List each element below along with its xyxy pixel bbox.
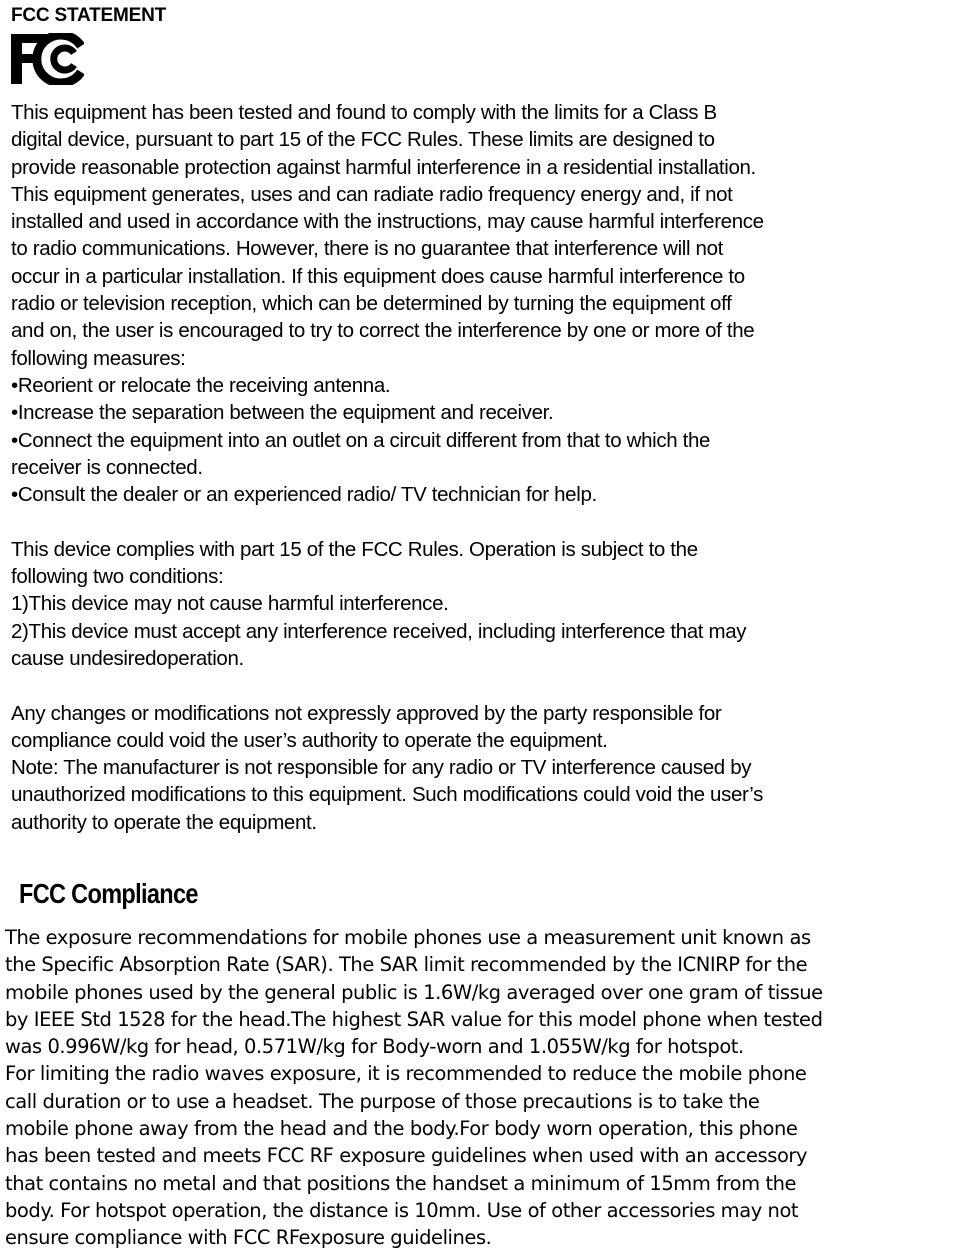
- text-line: following two conditions:: [11, 565, 224, 589]
- text-line: For limiting the radio waves exposure, it is recommended to reduce the mobile phone: [5, 1062, 807, 1086]
- text-line: receiver is connected.: [11, 455, 203, 479]
- paragraph-gap: [11, 672, 961, 699]
- text-line: mobile phone away from the head and the body.For body worn operation, this phone: [5, 1117, 798, 1141]
- text-line: This equipment has been tested and found to comply with the limits for a Class B: [11, 101, 717, 124]
- text-line: Note: The manufacturer is not responsible for any radio or TV interference caused by: [11, 756, 752, 780]
- statement-title: FCC STATEMENT: [11, 5, 167, 26]
- text-line: was 0.996W/kg for head, 0.571W/kg for Body-worn and 1.055W/kg for hotspot.: [5, 1035, 744, 1059]
- bullet-item: •Connect the equipment into an outlet on a circuit different from that to which the: [11, 428, 711, 452]
- text-line: by IEEE Std 1528 for the head.The highest SAR value for this model phone when tested: [5, 1007, 823, 1031]
- text-line: installed and used in accordance with the instructions, may cause harmful interference: [11, 210, 764, 234]
- bullet-item: •Increase the separation between the equipment and receiver.: [11, 401, 554, 425]
- text-line: occur in a particular installation. If this equipment does cause harmful interference to: [11, 264, 745, 288]
- paragraph-gap: [11, 508, 961, 535]
- compliance-body: [5, 924, 973, 1252]
- text-line: compliance could void the user’s authority to operate the equipment.: [11, 728, 608, 752]
- text-line: to radio communications. However, there is no guarantee that interference will not: [11, 237, 723, 261]
- text-line: ensure compliance with FCC RFexposure guidelines.: [5, 1226, 492, 1250]
- bullet-item: •Consult the dealer or an experienced radio/ TV technician for help.: [11, 483, 597, 507]
- text-line: mobile phones used by the general public is 1.6W/kg averaged over one gram of tissue: [5, 980, 823, 1004]
- text-line: call duration or to use a headset. The purpose of those precautions is to take the: [5, 1089, 760, 1113]
- text-line: that contains no metal and that positions the handset a minimum of 15mm from the: [5, 1171, 797, 1195]
- text-line: Any changes or modifications not expressly approved by the party responsible for: [11, 701, 722, 725]
- text-line: cause undesiredoperation.: [11, 646, 244, 670]
- text-line: the Specific Absorption Rate (SAR). The SAR limit recommended by the ICNIRP for the: [5, 953, 808, 977]
- text-line: digital device, pursuant to part 15 of the FCC Rules. These limits are designed to: [11, 128, 715, 152]
- text-line: body. For hotspot operation, the distance is 10mm. Use of other accessories may not: [5, 1198, 799, 1222]
- condition-item: 1)This device may not cause harmful interference.: [11, 592, 449, 616]
- text-line: and on, the user is encouraged to try to correct the interference by one or more of the: [11, 319, 755, 343]
- text-line: authority to operate the equipment.: [11, 810, 317, 834]
- text-line: The exposure recommendations for mobile phones use a measurement unit known as: [5, 926, 811, 949]
- text-line: following measures:: [11, 346, 186, 370]
- statement-body: [11, 99, 961, 836]
- text-line: provide reasonable protection against harmful interference in a residential installation.: [11, 155, 756, 179]
- text-line: This equipment generates, uses and can radiate radio frequency energy and, if not: [11, 182, 733, 206]
- compliance-title: FCC Compliance: [19, 878, 198, 909]
- text-line: unauthorized modifications to this equipment. Such modifications could void the user’s: [11, 783, 764, 807]
- text-line: radio or television reception, which can be determined by turning the equipment off: [11, 292, 732, 316]
- bullet-item: •Reorient or relocate the receiving antenna.: [11, 373, 391, 397]
- fcc-logo-icon: [10, 33, 84, 85]
- text-line: This device complies with part 15 of the FCC Rules. Operation is subject to the: [11, 537, 698, 561]
- text-line: has been tested and meets FCC RF exposure guidelines when used with an accessory: [5, 1144, 808, 1168]
- condition-item: 2)This device must accept any interference received, including interference that may: [11, 619, 747, 643]
